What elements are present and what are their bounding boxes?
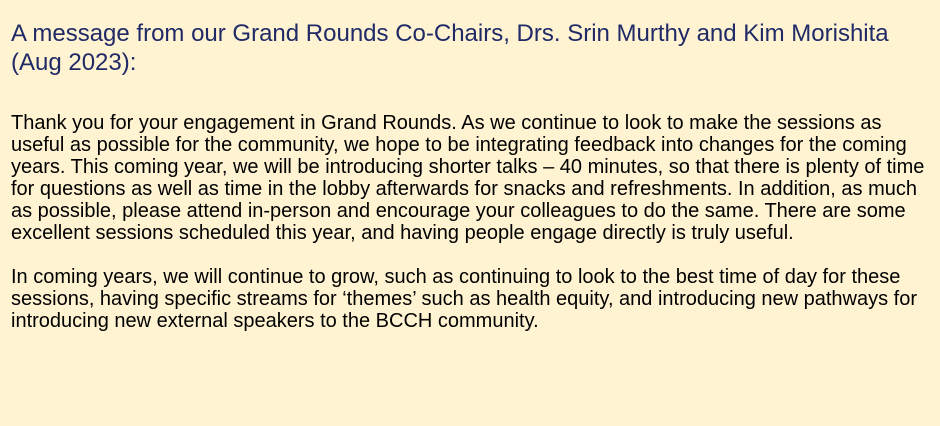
message-heading: A message from our Grand Rounds Co-Chairs, Drs. Srin Murthy and Kim Morishita (Aug 2023): bbox=[11, 20, 889, 76]
message-paragraph-1: Thank you for your engagement in Grand Rounds. As we continue to look to make the sessions as useful as possible for the community, we hope to be integrating feedback into changes for the coming years. This coming year, we will be introducing shorter talks – 40 minutes, so that there is plenty of time for questions as well as time in the lobby afterwards for snacks and refreshments. In addition, as much as possible, please attend in-person and encourage your colleagues to do the same. There are some excellent sessions scheduled this year, and having people engage directly is truly useful. bbox=[11, 112, 925, 244]
message-paragraph-2: In coming years, we will continue to grow, such as continuing to look to the best time of day for these sessions, having specific streams for ‘themes’ such as health equity, and introducing new pathways for introducing new external speakers to the BCCH community. bbox=[11, 266, 918, 332]
